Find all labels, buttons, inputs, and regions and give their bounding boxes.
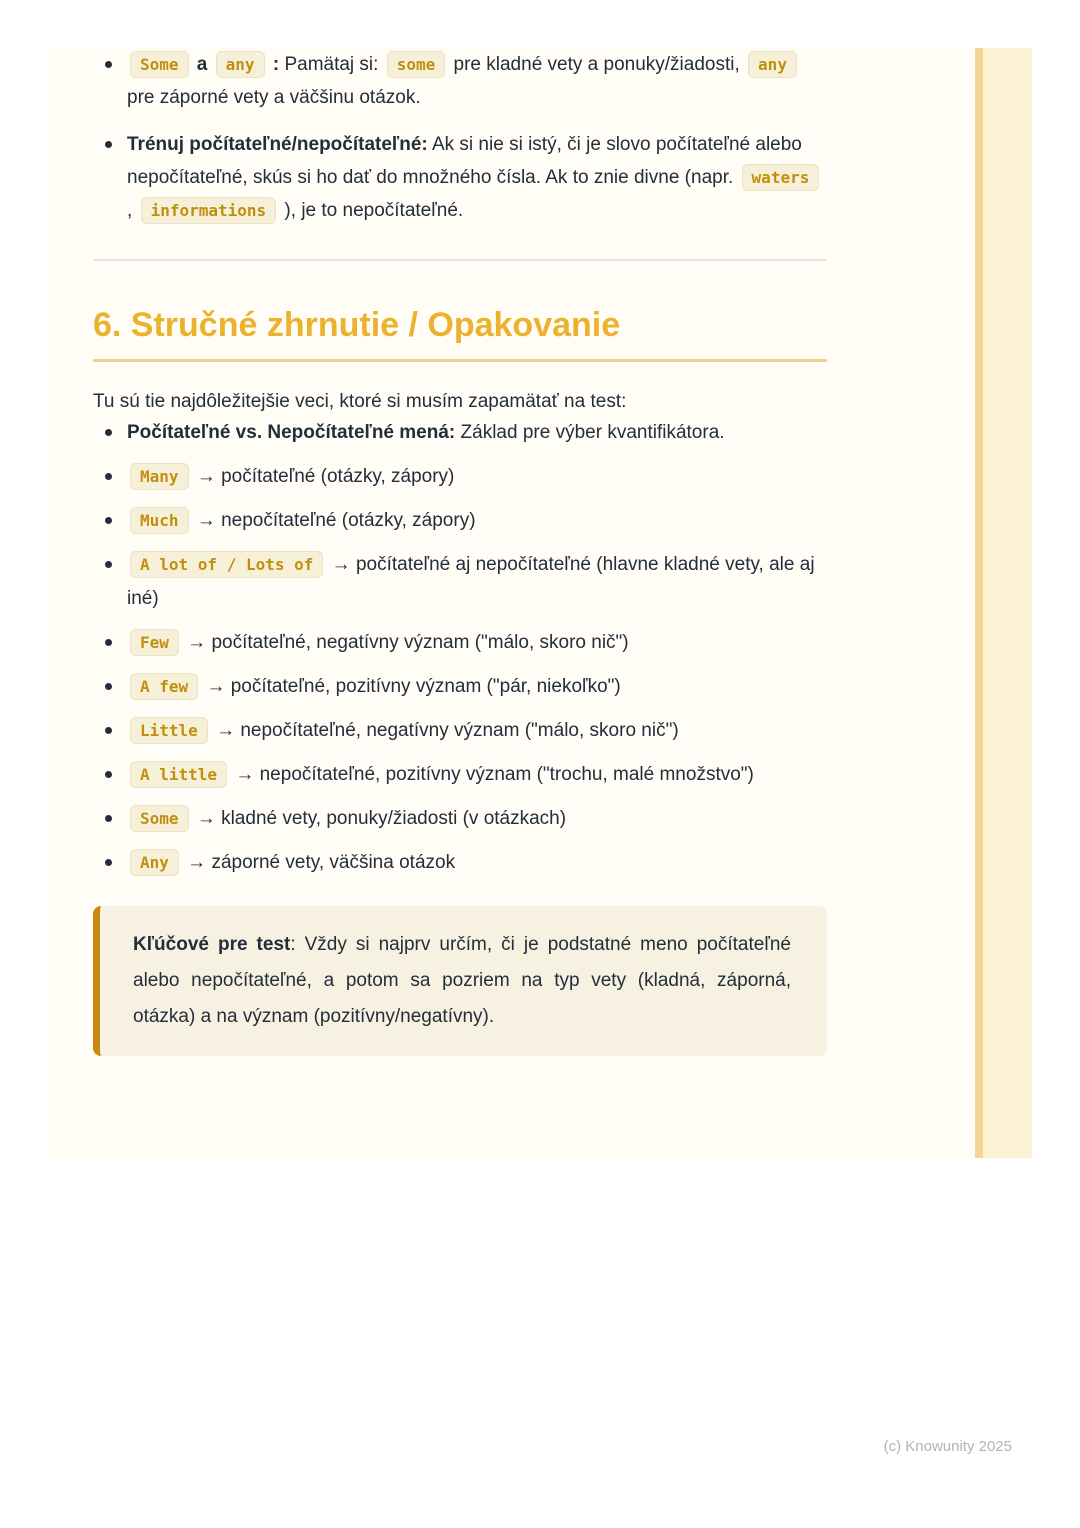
inline-code-badge: Some — [130, 805, 189, 832]
section-heading: 6. Stručné zhrnutie / Opakovanie — [93, 305, 827, 362]
summary-item: Some → kladné vety, ponuky/žiadosti (v otázkach) — [93, 802, 827, 836]
bold-text: Kľúčové pre test — [133, 934, 291, 955]
key-callout: Kľúčové pre test: Vždy si najprv určím, či je podstatné meno počítateľné alebo nepočítateľné, a potom sa pozriem na typ vety (kladná, záporná, otázka) a na význam (pozitívny/negatívny). — [93, 906, 827, 1056]
inline-code-badge: waters — [742, 164, 820, 191]
summary-list — [93, 416, 827, 880]
copyright-footer: (c) Knowunity 2025 — [883, 1438, 1012, 1455]
summary-item: A lot of / Lots of → počítateľné aj nepočítateľné (hlavne kladné vety, ale aj iné) — [93, 548, 827, 616]
bold-text: : — [267, 54, 280, 75]
inline-code-badge: Any — [130, 849, 179, 876]
note-item: Some a any : Pamätaj si: some pre kladné vety a ponuky/žiadosti, any pre záporné vety a väčšinu otázok. — [93, 48, 827, 114]
inline-code-badge: informations — [141, 197, 277, 224]
summary-item: Much → nepočítateľné (otázky, zápory) — [93, 504, 827, 538]
section-divider — [93, 259, 827, 261]
inline-code-badge: some — [387, 51, 446, 78]
inline-code-badge: Some — [130, 51, 189, 78]
inline-code-badge: Many — [130, 463, 189, 490]
summary-item: A few → počítateľné, pozitívny význam ("pár, niekoľko") — [93, 670, 827, 704]
inline-code-badge: A lot of / Lots of — [130, 551, 323, 578]
inline-code-badge: A little — [130, 761, 227, 788]
inline-code-badge: any — [216, 51, 265, 78]
summary-item: Little → nepočítateľné, negatívny význam ("málo, skoro nič") — [93, 714, 827, 748]
inline-code-badge: Little — [130, 717, 208, 744]
summary-item: Few → počítateľné, negatívny význam ("málo, skoro nič") — [93, 626, 827, 660]
summary-item: A little → nepočítateľné, pozitívny význam ("trochu, malé množstvo") — [93, 758, 827, 792]
top-notes-list — [93, 48, 827, 227]
accent-sidebar-strip — [975, 48, 1032, 1158]
page-content — [93, 48, 827, 1056]
section-intro: Tu sú tie najdôležitejšie veci, ktoré si musím zapamätať na test: — [93, 391, 627, 412]
inline-code-badge: A few — [130, 673, 198, 700]
summary-item: Počítateľné vs. Nepočítateľné mená: Základ pre výber kvantifikátora. — [93, 416, 827, 450]
bold-text: Počítateľné vs. Nepočítateľné mená: — [127, 422, 456, 443]
summary-item: Many → počítateľné (otázky, zápory) — [93, 460, 827, 494]
summary-item: Any → záporné vety, väčšina otázok — [93, 846, 827, 880]
inline-code-badge: any — [748, 51, 797, 78]
note-item: Trénuj počítateľné/nepočítateľné: Ak si nie si istý, či je slovo počítateľné alebo nepočítateľné, skús si ho dať do množného čísla. Ak to znie divne (napr. waters , informations ), je to nepočítateľné. — [93, 128, 827, 227]
page-sheet — [48, 48, 1032, 1158]
inline-code-badge: Few — [130, 629, 179, 656]
inline-code-badge: Much — [130, 507, 189, 534]
bold-text: a — [191, 54, 213, 75]
bold-text: Trénuj počítateľné/nepočítateľné: — [127, 134, 428, 155]
